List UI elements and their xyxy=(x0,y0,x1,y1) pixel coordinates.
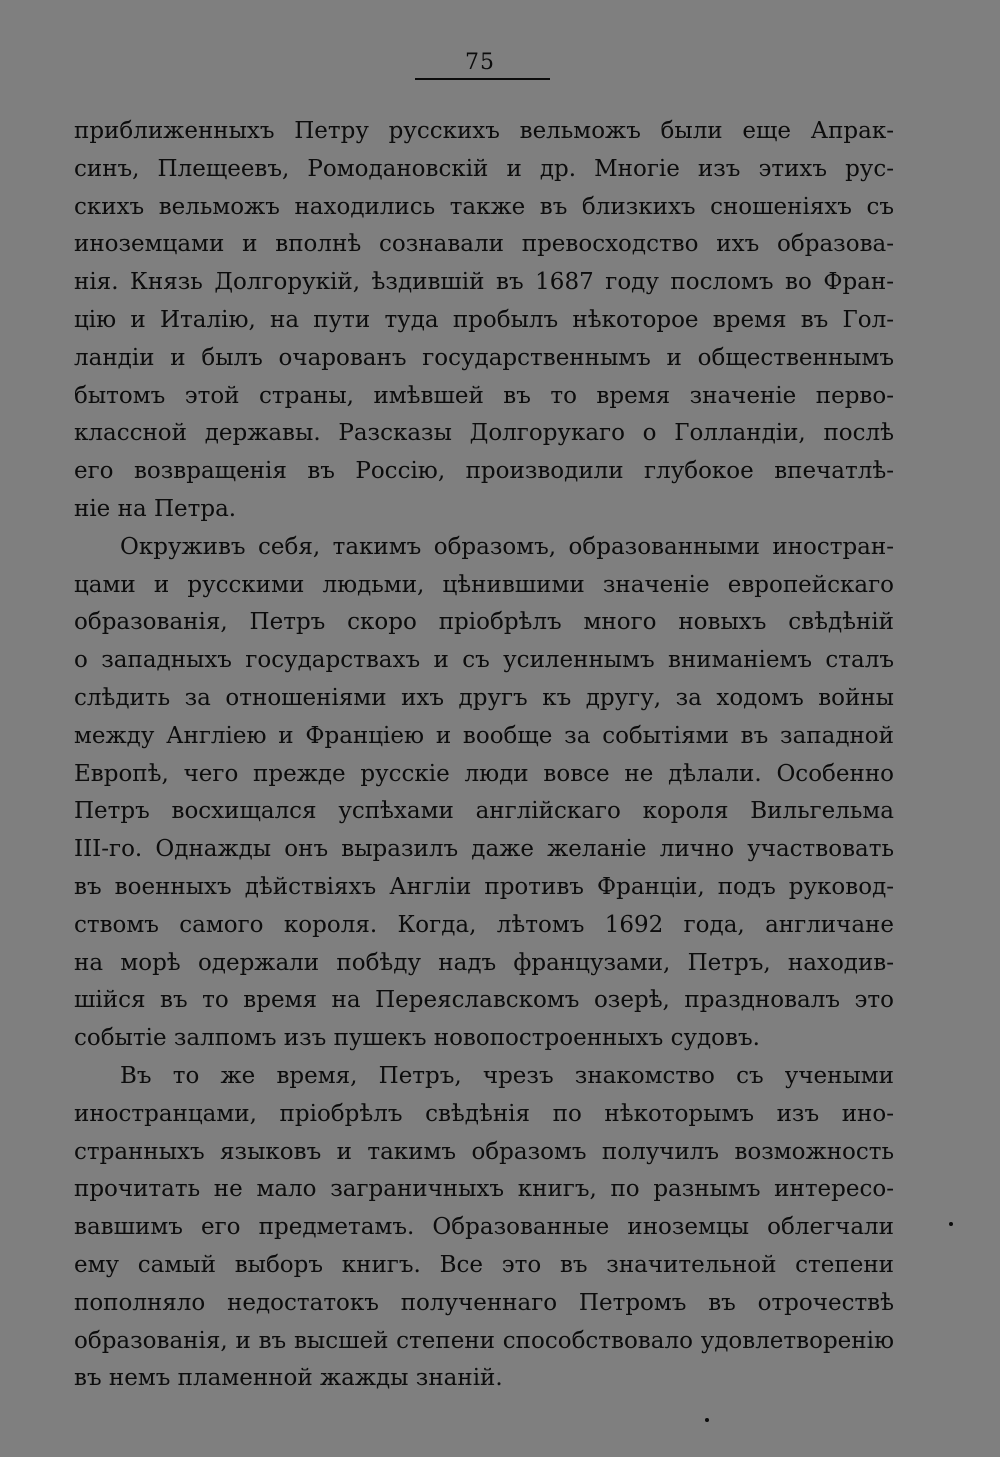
text-line: цію и Италію, на пути туда пробылъ нѣкоторое время въ Гол- xyxy=(74,306,894,333)
text-line: о западныхъ государствахъ и съ усиленнымъ вниманіемъ сталъ xyxy=(74,647,894,674)
text-line: слѣдить за отношеніями ихъ другъ къ другу, за ходомъ войны xyxy=(74,684,894,711)
text-line: образованія, Петръ скоро пріобрѣлъ много новыхъ свѣдѣній xyxy=(74,609,894,636)
text-line: на морѣ одержали побѣду надъ французами, Петръ, находив- xyxy=(74,949,894,976)
text-line: синъ, Плещеевъ, Ромодановскій и др. Многіе изъ этихъ рус- xyxy=(74,155,894,182)
text-line: въ немъ пламенной жажды знаній. xyxy=(74,1365,503,1392)
text-line: между Англіею и Франціею и вообще за событіями въ западной xyxy=(74,722,894,749)
text-line: пополняло недостатокъ полученнаго Петромъ въ отрочествѣ xyxy=(74,1289,894,1316)
text-line: событіе залпомъ изъ пушекъ новопостроенныхъ судовъ. xyxy=(74,1025,760,1052)
text-line: образованія, и въ высшей степени способствовало удовлетворенію xyxy=(74,1327,894,1354)
text-line: Въ то же время, Петръ, чрезъ знакомство съ учеными xyxy=(120,1062,894,1089)
text-line: нія. Князь Долгорукій, ѣздившій въ 1687 году посломъ во Фран- xyxy=(74,269,894,296)
text-line: шійся въ то время на Переяславскомъ озерѣ, праздновалъ это xyxy=(74,987,894,1014)
text-line: Европѣ, чего прежде русскіе люди вовсе не дѣлали. Особенно xyxy=(74,760,894,787)
text-line: прочитать не мало заграничныхъ книгъ, по разнымъ интересо- xyxy=(74,1176,894,1203)
text-line: ствомъ самого короля. Когда, лѣтомъ 1692 года, англичане xyxy=(74,911,894,938)
scan-speck xyxy=(949,1222,953,1226)
text-line: Окруживъ себя, такимъ образомъ, образованными иностран- xyxy=(120,533,894,560)
text-line: иностранцами, пріобрѣлъ свѣдѣнія по нѣкоторымъ изъ ино- xyxy=(74,1100,894,1127)
text-line: ніе на Петра. xyxy=(74,495,237,522)
body-text xyxy=(74,113,894,1398)
text-line: ему самый выборъ книгъ. Все это въ значительной степени xyxy=(74,1251,894,1278)
text-line: ландіи и былъ очарованъ государственнымъ и общественнымъ xyxy=(74,344,894,371)
text-line: странныхъ языковъ и такимъ образомъ получилъ возможность xyxy=(74,1138,894,1165)
scan-speck xyxy=(705,1418,709,1422)
text-line: скихъ вельможъ находились также въ близкихъ сношеніяхъ съ xyxy=(74,193,894,220)
text-line: иноземцами и вполнѣ сознавали превосходство ихъ образова- xyxy=(74,231,894,258)
page-number-rule xyxy=(415,78,550,80)
text-line: въ военныхъ дѣйствіяхъ Англіи противъ Франціи, подъ руковод- xyxy=(74,873,894,900)
text-line: приближенныхъ Петру русскихъ вельможъ были еще Апрак- xyxy=(74,118,894,144)
text-line: его возвращенія въ Россію, производили глубокое впечатлѣ- xyxy=(74,458,894,485)
text-line: бытомъ этой страны, имѣвшей въ то время значеніе перво- xyxy=(74,382,894,409)
text-line: вавшимъ его предметамъ. Образованные иноземцы облегчали xyxy=(74,1214,894,1241)
page-number: 75 xyxy=(465,50,495,75)
text-line: цами и русскими людьми, цѣнившими значеніе европейскаго xyxy=(74,571,894,598)
text-line: Петръ восхищался успѣхами англійскаго короля Вильгельма xyxy=(74,798,894,825)
text-line: классной державы. Разсказы Долгорукаго о Голландіи, послѣ xyxy=(74,420,894,447)
text-line: III-го. Однажды онъ выразилъ даже желаніе лично участвовать xyxy=(74,836,894,863)
